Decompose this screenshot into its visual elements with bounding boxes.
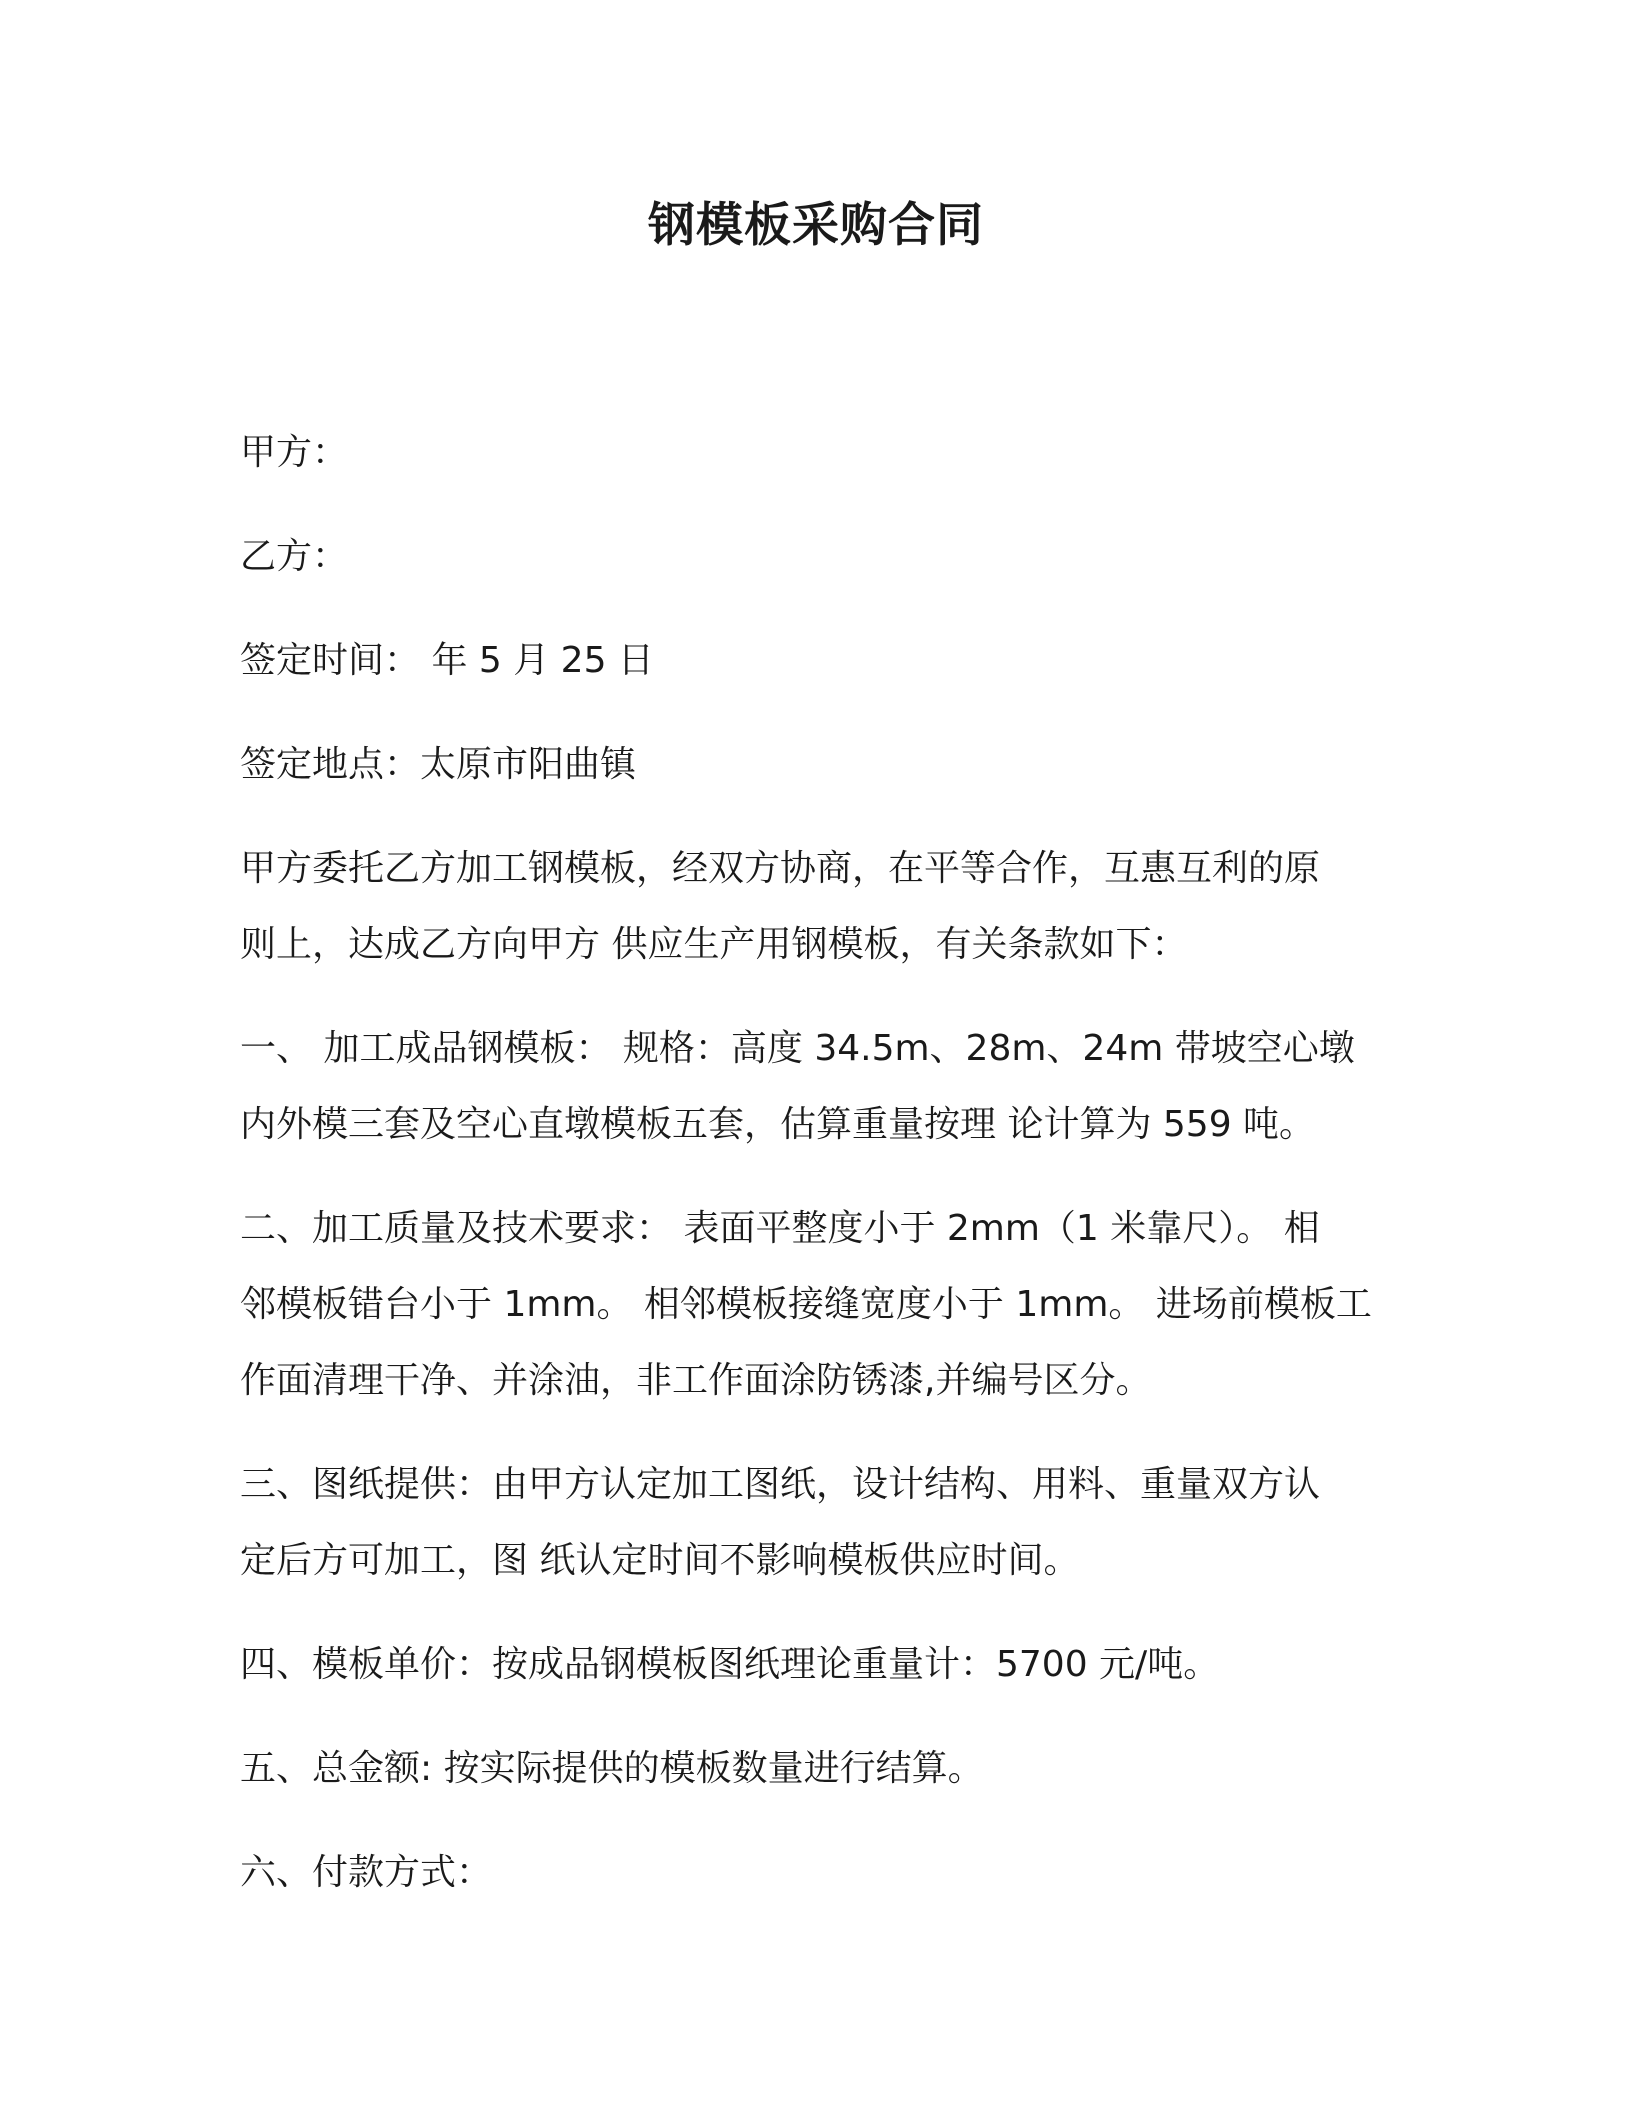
clause-2-paragraph	[240, 1191, 1390, 1419]
clause-5-paragraph: 五、总金额: 按实际提供的模板数量进行结算。	[240, 1748, 984, 1789]
intro-line: 则上，达成乙方向甲方 供应生产用钢模板，有关条款如下：	[240, 924, 1188, 965]
party-b-line: 乙方：	[240, 536, 349, 577]
signing-place-line: 签定地点：太原市阳曲镇	[240, 744, 637, 785]
document-body	[240, 415, 1390, 1939]
intro-paragraph	[240, 831, 1390, 983]
clause-1-line: 一、 加工成品钢模板： 规格：高度 34.5m、28m、24m 带坡空心墩	[240, 1028, 1355, 1069]
clause-3-line: 定后方可加工，图 纸认定时间不影响模板供应时间。	[240, 1540, 1080, 1581]
clause-4-paragraph: 四、模板单价：按成品钢模板图纸理论重量计：5700 元/吨。	[240, 1644, 1220, 1685]
clause-2-line: 邻模板错台小于 1mm。 相邻模板接缝宽度小于 1mm。 进场前模板工	[240, 1284, 1372, 1325]
document-title: 钢模板采购合同	[648, 198, 984, 253]
clause-3-line: 三、图纸提供：由甲方认定加工图纸，设计结构、用料、重量双方认	[240, 1464, 1321, 1505]
clause-6-paragraph: 六、付款方式：	[240, 1852, 493, 1893]
clause-2-line: 作面清理干净、并涂油，非工作面涂防锈漆,并编号区分。	[240, 1360, 1152, 1401]
clause-2-line: 二、加工质量及技术要求： 表面平整度小于 2mm（1 米靠尺）。 相	[240, 1208, 1320, 1249]
party-a-line: 甲方：	[240, 432, 349, 473]
clause-3-paragraph	[240, 1447, 1390, 1599]
clause-1-paragraph	[240, 1011, 1390, 1163]
clause-1-line: 内外模三套及空心直墩模板五套，估算重量按理 论计算为 559 吨。	[240, 1104, 1316, 1145]
signing-time-line: 签定时间： 年 5 月 25 日	[240, 640, 654, 681]
intro-line: 甲方委托乙方加工钢模板，经双方协商，在平等合作，互惠互利的原	[240, 848, 1321, 889]
